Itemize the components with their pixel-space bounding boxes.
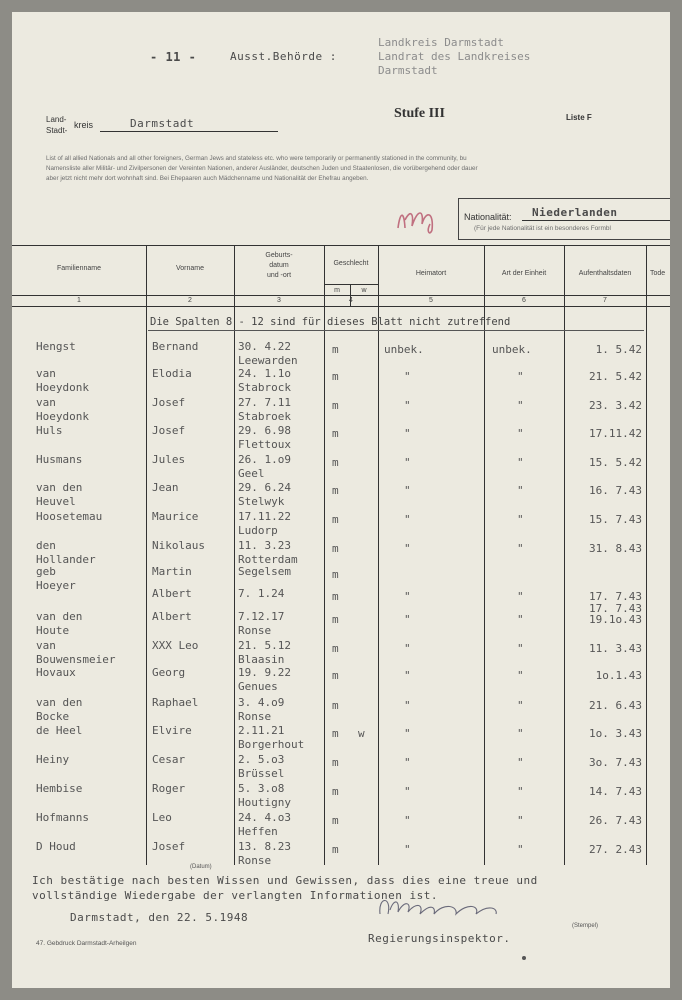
row-surname: Hoeydonk — [36, 381, 89, 394]
row-unit: " — [517, 699, 524, 712]
row-date: 1. 5.42 — [595, 343, 642, 356]
row-first-name: Georg — [152, 666, 186, 679]
row-sex: m — [332, 669, 339, 682]
col-divider-2 — [234, 245, 235, 865]
row-unit: " — [517, 843, 524, 856]
row-birth: 7.12.17 — [238, 610, 285, 623]
authority-stamp-line-2: Landrat des Landkreises — [378, 50, 531, 63]
row-sex: m — [332, 756, 339, 769]
row-date: 14. 7.43 — [589, 785, 642, 798]
row-sex: m — [332, 370, 339, 383]
row-first-name: XXX Leo — [152, 639, 199, 652]
col-header-familienname: Familienname — [57, 265, 101, 272]
col-number-1: 1 — [77, 297, 81, 304]
row-home: " — [404, 727, 411, 740]
col-number-2: 2 — [188, 297, 192, 304]
row-first-name: Josef — [152, 840, 186, 853]
row-birth: 27. 7.11 — [238, 396, 291, 409]
row-birth: Rotterdam — [238, 553, 298, 566]
row-birth: Segelsem — [238, 565, 291, 578]
row-surname: Bouwensmeier — [36, 653, 116, 666]
printer-note: 47. Gebdruck Darmstadt-Arheilgen — [36, 940, 137, 947]
row-surname: D Houd — [36, 840, 76, 853]
row-date: 1o. 3.43 — [589, 727, 642, 740]
row-home: " — [404, 542, 411, 555]
row-home: " — [404, 370, 411, 383]
row-unit: " — [517, 669, 524, 682]
row-first-name: Albert — [152, 610, 192, 623]
row-sex: m — [332, 843, 339, 856]
row-surname: van — [36, 639, 56, 652]
liste-label: Liste F — [566, 113, 592, 122]
row-date: 21. 5.42 — [589, 370, 642, 383]
row-date: 19.1o.43 — [589, 613, 642, 626]
intro-german: Namensliste aller Militär- und Zivilpersonen der Vereinten Nationen, anderer Ausländer, deutschen Juden und Staatenlosen, die vorübergehend oder dauer — [46, 165, 478, 172]
table-number-rule — [12, 306, 670, 307]
row-surname: Hengst — [36, 340, 76, 353]
row-surname: van den — [36, 481, 83, 494]
row-birth: Heffen — [238, 825, 278, 838]
row-first-name: Cesar — [152, 753, 186, 766]
col-header-geschlecht: Geschlecht — [333, 260, 369, 267]
row-surname: Houte — [36, 624, 70, 637]
row-birth: Ronse — [238, 854, 272, 867]
row-first-name: Albert — [152, 587, 192, 600]
row-date: 11. 3.43 — [589, 642, 642, 655]
row-birth: 19. 9.22 — [238, 666, 291, 679]
date-caption: (Datum) — [190, 864, 212, 870]
row-surname: Bocke — [36, 710, 70, 723]
row-birth: Stabroek — [238, 410, 291, 423]
row-surname: van den — [36, 610, 83, 623]
authority-stamp-line-1: Landkreis Darmstadt — [378, 36, 504, 49]
row-birth: 17.11.22 — [238, 510, 291, 523]
row-birth: Ronse — [238, 710, 272, 723]
row-sex: m — [332, 814, 339, 827]
row-sex: m — [332, 399, 339, 412]
row-birth: Ronse — [238, 624, 272, 637]
row-sex: m — [332, 484, 339, 497]
row-home: unbek. — [384, 343, 424, 356]
row-first-name: Elodia — [152, 367, 192, 380]
row-sex: m — [332, 568, 339, 581]
row-home: " — [404, 669, 411, 682]
row-birth: Flettoux — [238, 438, 291, 451]
row-date: 26. 7.43 — [589, 814, 642, 827]
row-surname: Hoosetemau — [36, 510, 103, 523]
row-birth: Brüssel — [238, 767, 285, 780]
row-sex: m — [332, 427, 339, 440]
row-birth: 5. 3.o8 — [238, 782, 285, 795]
row-birth: Leewarden — [238, 354, 298, 367]
row-surname: Huls — [36, 424, 63, 437]
col-header-vorname: Vorname — [175, 265, 205, 272]
nationality-label: Nationalität: — [464, 212, 512, 222]
row-birth: 29. 6.24 — [238, 481, 291, 494]
row-unit: " — [517, 727, 524, 740]
col-header-heimatort: Heimatort — [415, 270, 447, 277]
row-birth: 30. 4.22 — [238, 340, 291, 353]
row-date: 17. 7.43 — [589, 590, 642, 603]
row-first-name: Elvire — [152, 724, 192, 737]
row-surname: van — [36, 367, 56, 380]
row-date: 23. 3.42 — [589, 399, 642, 412]
row-surname: Husmans — [36, 453, 83, 466]
row-surname: Hovaux — [36, 666, 76, 679]
row-sex: m — [332, 343, 339, 356]
row-home: " — [404, 843, 411, 856]
stempel-caption: (Stempel) — [572, 923, 599, 929]
row-first-name: Jean — [152, 481, 179, 494]
row-sex: m — [332, 590, 339, 603]
kreis-value: Darmstadt — [130, 117, 195, 130]
row-birth: Blaasin — [238, 653, 285, 666]
col-number-4: 4 — [349, 297, 353, 304]
row-surname: van den — [36, 696, 83, 709]
kreis-label: kreis — [74, 120, 94, 130]
row-unit: " — [517, 542, 524, 555]
col-number-6: 6 — [522, 297, 526, 304]
row-home: " — [404, 590, 411, 603]
ink-dot — [522, 956, 526, 960]
row-home: " — [404, 756, 411, 769]
row-birth: Genues — [238, 680, 278, 693]
row-home: " — [404, 427, 411, 440]
row-date: 31. 8.43 — [589, 542, 642, 555]
row-unit: " — [517, 814, 524, 827]
row-unit: " — [517, 756, 524, 769]
row-unit: " — [517, 613, 524, 626]
row-unit: " — [517, 590, 524, 603]
intro-english: List of all allied Nationals and all other foreigners, German Jews and stateless etc. who were temporarily or permanently stationed in the community, bu — [46, 155, 467, 162]
row-birth: Borgerhout — [238, 738, 305, 751]
place-date: Darmstadt, den 22. 5.1948 — [70, 911, 249, 924]
nationality-note: (Für jede Nationalität ist ein besonderes Formbl — [474, 225, 611, 232]
row-unit: " — [517, 456, 524, 469]
row-first-name: Maurice — [152, 510, 199, 523]
row-first-name: Roger — [152, 782, 186, 795]
row-sex: m — [332, 785, 339, 798]
row-surname: Hembise — [36, 782, 83, 795]
table-top-rule — [12, 245, 670, 246]
nationality-underline — [522, 220, 670, 221]
row-first-name: Jules — [152, 453, 186, 466]
col-header-sex-w: w — [361, 287, 367, 294]
row-home: " — [404, 699, 411, 712]
row-date: 27. 2.43 — [589, 843, 642, 856]
row-date: 17. 7.43 — [589, 602, 642, 615]
col-divider-3 — [324, 245, 325, 865]
row-surname: Hofmanns — [36, 811, 89, 824]
row-birth: 24. 4.o3 — [238, 811, 291, 824]
row-home: " — [404, 484, 411, 497]
row-sex: m — [332, 456, 339, 469]
row-sex: m — [332, 699, 339, 712]
row-surname: Hollander — [36, 553, 96, 566]
document-sheet — [12, 12, 670, 988]
row-surname: Hoeyer — [36, 579, 76, 592]
sex-subheader-rule — [324, 284, 378, 285]
row-birth: 7. 1.24 — [238, 587, 285, 600]
col-divider-6 — [564, 245, 565, 865]
row-first-name: Bernand — [152, 340, 199, 353]
row-sex: m — [332, 613, 339, 626]
row-date: 1o.1.43 — [595, 669, 642, 682]
col-header-sex-m: m — [334, 287, 340, 294]
row-surname: geb — [36, 565, 56, 578]
row-date: 3o. 7.43 — [589, 756, 642, 769]
nationality-value: Niederlanden — [532, 206, 618, 219]
row-date: 15. 7.43 — [589, 513, 642, 526]
authority-stamp-line-3: Darmstadt — [378, 64, 438, 77]
col-number-7: 7 — [603, 297, 607, 304]
row-birth: 21. 5.12 — [238, 639, 291, 652]
row-birth: 24. 1.1o — [238, 367, 291, 380]
signature-icon — [372, 892, 522, 922]
row-unit: " — [517, 484, 524, 497]
row-unit: " — [517, 785, 524, 798]
row-birth: 26. 1.o9 — [238, 453, 291, 466]
row-sex: m — [332, 642, 339, 655]
row-first-name: Josef — [152, 424, 186, 437]
row-date: 17.11.42 — [589, 427, 642, 440]
red-handwritten-mark-icon — [392, 202, 442, 238]
row-date: 15. 5.42 — [589, 456, 642, 469]
row-unit: " — [517, 370, 524, 383]
row-date: 16. 7.43 — [589, 484, 642, 497]
row-birth: 2.11.21 — [238, 724, 285, 737]
row-surname: Heuvel — [36, 495, 76, 508]
signature-title: Regierungsinspektor. — [368, 932, 511, 945]
row-home: " — [404, 613, 411, 626]
row-first-name: Nikolaus — [152, 539, 205, 552]
row-birth: Geel — [238, 467, 265, 480]
stadt-label: Stadt- — [46, 126, 68, 135]
page-number: - 11 - — [150, 50, 197, 64]
row-surname: Heiny — [36, 753, 70, 766]
row-sex: m — [332, 513, 339, 526]
col-header-geburt: Geburts- datum und -ort — [265, 252, 293, 279]
col-header-einheit: Art der Einheit — [501, 270, 547, 277]
row-birth: Houtigny — [238, 796, 291, 809]
intro-german-2: aber jetzt nicht mehr dort wohnhaft sind. Bei Ehepaaren auch Mädchenname und Nationalität der Ehefrau angeben. — [46, 175, 369, 182]
row-birth: Ludorp — [238, 524, 278, 537]
note-row-underline — [148, 330, 644, 331]
col-divider-7 — [646, 245, 647, 865]
row-birth: 11. 3.23 — [238, 539, 291, 552]
row-unit: " — [517, 427, 524, 440]
col-number-5: 5 — [429, 297, 433, 304]
col-number-3: 3 — [277, 297, 281, 304]
row-birth: 3. 4.o9 — [238, 696, 285, 709]
row-birth: 2. 5.o3 — [238, 753, 285, 766]
row-home: " — [404, 513, 411, 526]
row-unit: " — [517, 513, 524, 526]
row-first-name: Josef — [152, 396, 186, 409]
row-unit: " — [517, 399, 524, 412]
row-sex-w: w — [358, 727, 365, 740]
col-divider-5 — [484, 245, 485, 865]
row-surname: den — [36, 539, 56, 552]
authority-label: Ausst.Behörde : — [230, 50, 337, 63]
row-home: " — [404, 399, 411, 412]
row-date: 21. 6.43 — [589, 699, 642, 712]
row-birth: 13. 8.23 — [238, 840, 291, 853]
land-label: Land- — [46, 115, 67, 124]
row-birth: Stelwyk — [238, 495, 285, 508]
attestation-line-1: Ich bestätige nach besten Wissen und Gewissen, dass dies eine treue und — [32, 874, 538, 887]
row-unit: unbek. — [492, 343, 532, 356]
row-surname: van — [36, 396, 56, 409]
row-first-name: Martin — [152, 565, 192, 578]
note-row: Die Spalten 8 - 12 sind für dieses Blatt nicht zutreffend — [150, 316, 511, 328]
row-first-name: Raphael — [152, 696, 199, 709]
kreis-underline — [100, 131, 278, 132]
col-divider-1 — [146, 245, 147, 865]
row-home: " — [404, 785, 411, 798]
row-home: " — [404, 814, 411, 827]
row-home: " — [404, 456, 411, 469]
row-first-name: Leo — [152, 811, 172, 824]
row-birth: Stabrock — [238, 381, 291, 394]
row-surname: Hoeydonk — [36, 410, 89, 423]
row-home: " — [404, 642, 411, 655]
stufe-title: Stufe III — [394, 106, 445, 121]
row-sex: m — [332, 727, 339, 740]
row-surname: de Heel — [36, 724, 83, 737]
attestation-line-2: vollständige Wiedergabe der verlangten Informationen ist. — [32, 889, 438, 902]
col-header-aufenthalt: Aufenthaltsdaten — [578, 270, 632, 277]
col-divider-4 — [378, 245, 379, 865]
row-unit: " — [517, 642, 524, 655]
col-header-tode: Tode — [650, 270, 666, 277]
row-birth: 29. 6.98 — [238, 424, 291, 437]
row-sex: m — [332, 542, 339, 555]
